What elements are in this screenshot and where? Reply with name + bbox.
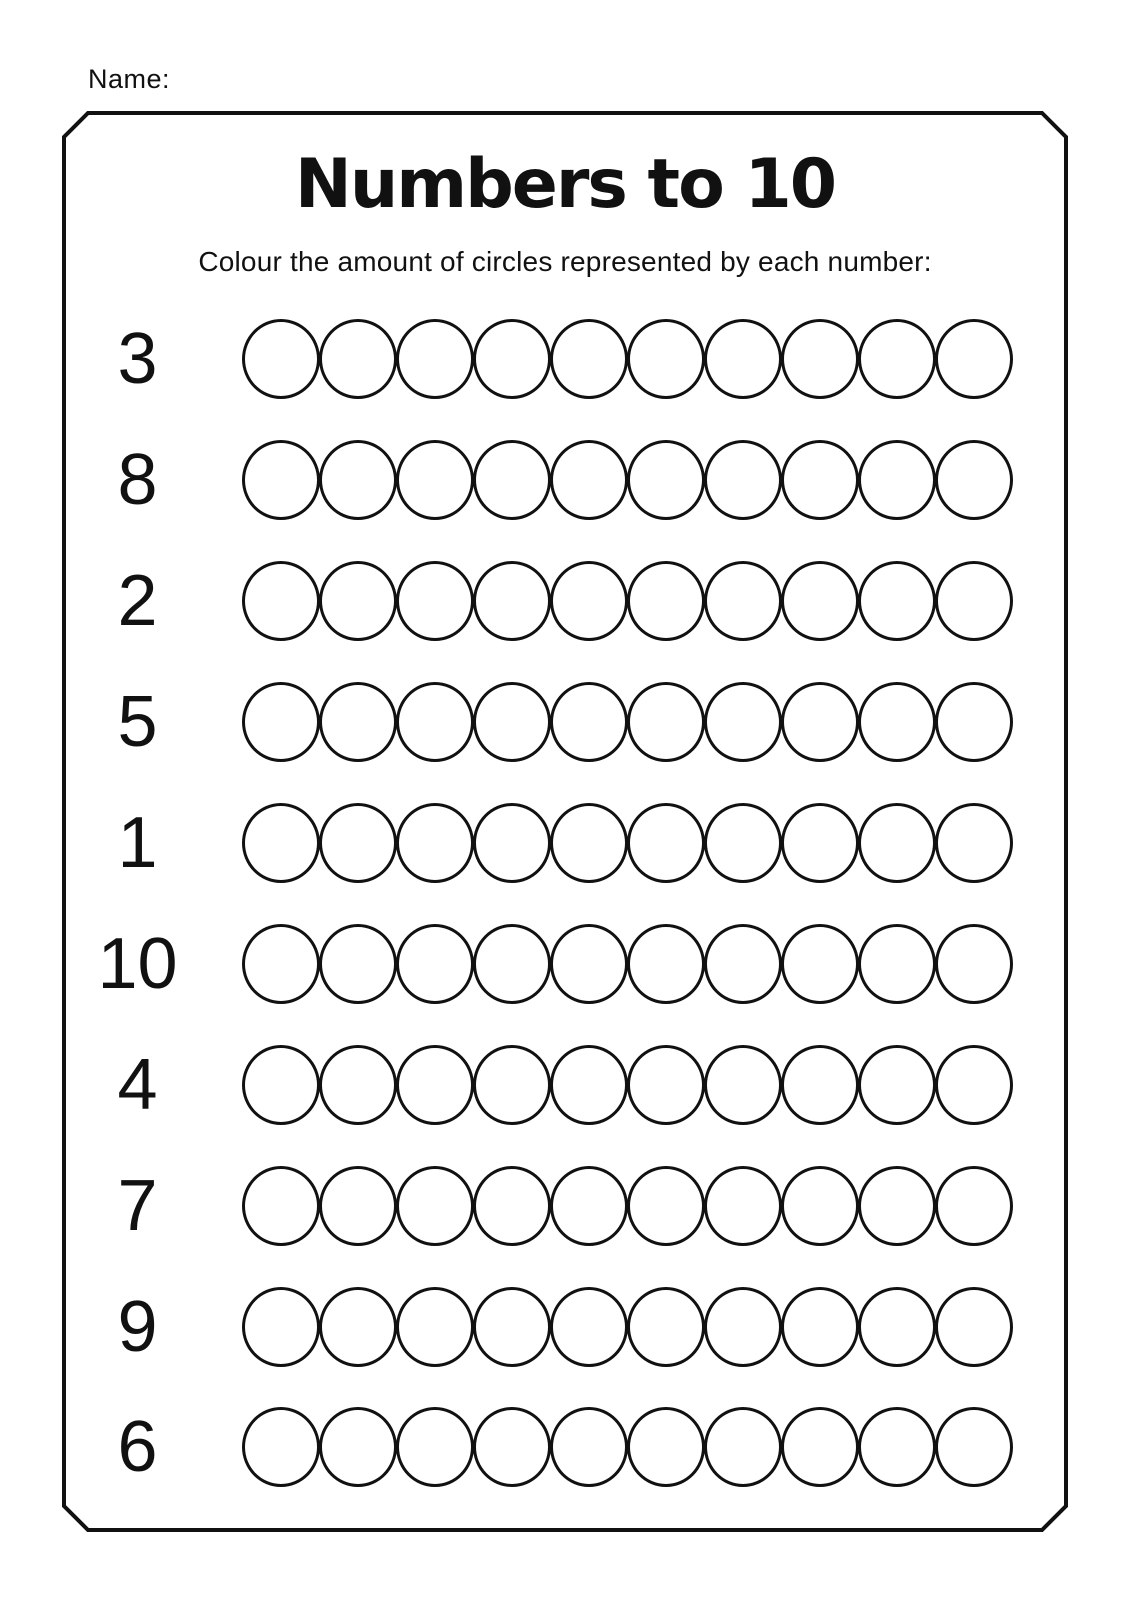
colour-circle[interactable] bbox=[473, 924, 551, 1004]
colour-circle[interactable] bbox=[242, 440, 320, 520]
colour-circle[interactable] bbox=[781, 1045, 859, 1125]
colour-circle[interactable] bbox=[627, 1045, 705, 1125]
colour-circle[interactable] bbox=[858, 319, 936, 399]
worksheet-row bbox=[0, 420, 1131, 541]
colour-circle[interactable] bbox=[473, 440, 551, 520]
colour-circle[interactable] bbox=[473, 1166, 551, 1246]
colour-circle[interactable] bbox=[935, 924, 1013, 1004]
colour-circle[interactable] bbox=[242, 1166, 320, 1246]
row-number-label: 5 bbox=[117, 682, 158, 763]
circle-strip bbox=[242, 1287, 1012, 1367]
colour-circle[interactable] bbox=[242, 1045, 320, 1125]
colour-circle[interactable] bbox=[781, 682, 859, 762]
colour-circle[interactable] bbox=[319, 440, 397, 520]
colour-circle[interactable] bbox=[935, 1287, 1013, 1367]
colour-circle[interactable] bbox=[781, 803, 859, 883]
colour-circle[interactable] bbox=[935, 682, 1013, 762]
worksheet-row bbox=[0, 662, 1131, 783]
colour-circle[interactable] bbox=[781, 924, 859, 1004]
instruction-text: Colour the amount of circles represented by each number: bbox=[198, 246, 932, 277]
colour-circle[interactable] bbox=[396, 682, 474, 762]
colour-circle[interactable] bbox=[319, 561, 397, 641]
colour-circle[interactable] bbox=[704, 682, 782, 762]
colour-circle[interactable] bbox=[550, 1166, 628, 1246]
worksheet-row bbox=[0, 903, 1131, 1024]
colour-circle[interactable] bbox=[704, 924, 782, 1004]
colour-circle[interactable] bbox=[627, 803, 705, 883]
colour-circle[interactable] bbox=[319, 682, 397, 762]
colour-circle[interactable] bbox=[473, 1287, 551, 1367]
colour-circle[interactable] bbox=[935, 803, 1013, 883]
colour-circle[interactable] bbox=[319, 1166, 397, 1246]
colour-circle[interactable] bbox=[242, 1287, 320, 1367]
colour-circle[interactable] bbox=[781, 1407, 859, 1487]
colour-circle[interactable] bbox=[704, 803, 782, 883]
colour-circle[interactable] bbox=[704, 561, 782, 641]
worksheet-row bbox=[0, 1024, 1131, 1145]
worksheet-row bbox=[0, 1266, 1131, 1387]
colour-circle[interactable] bbox=[550, 1407, 628, 1487]
colour-circle[interactable] bbox=[781, 561, 859, 641]
worksheet-row bbox=[0, 1145, 1131, 1266]
colour-circle[interactable] bbox=[473, 1045, 551, 1125]
colour-circle[interactable] bbox=[704, 1407, 782, 1487]
colour-circle[interactable] bbox=[858, 1166, 936, 1246]
colour-circle[interactable] bbox=[858, 682, 936, 762]
worksheet-row bbox=[0, 783, 1131, 904]
colour-circle[interactable] bbox=[396, 1287, 474, 1367]
colour-circle[interactable] bbox=[473, 1407, 551, 1487]
circle-strip bbox=[242, 924, 1012, 1004]
colour-circle[interactable] bbox=[858, 1045, 936, 1125]
colour-circle[interactable] bbox=[396, 1166, 474, 1246]
colour-circle[interactable] bbox=[396, 924, 474, 1004]
colour-circle[interactable] bbox=[781, 1287, 859, 1367]
colour-circle[interactable] bbox=[242, 924, 320, 1004]
colour-circle[interactable] bbox=[319, 319, 397, 399]
worksheet-row bbox=[0, 299, 1131, 420]
colour-circle[interactable] bbox=[473, 561, 551, 641]
colour-circle[interactable] bbox=[704, 319, 782, 399]
colour-circle[interactable] bbox=[396, 561, 474, 641]
circle-strip bbox=[242, 440, 1012, 520]
circle-strip bbox=[242, 1045, 1012, 1125]
row-number-label: 10 bbox=[97, 923, 178, 1004]
colour-circle[interactable] bbox=[781, 319, 859, 399]
page-title: Numbers to 10 bbox=[294, 145, 836, 224]
colour-circle[interactable] bbox=[935, 319, 1013, 399]
colour-circle[interactable] bbox=[935, 561, 1013, 641]
circle-strip bbox=[242, 803, 1012, 883]
row-number-label: 6 bbox=[117, 1407, 158, 1488]
colour-circle[interactable] bbox=[627, 682, 705, 762]
row-number-label: 3 bbox=[117, 319, 158, 400]
colour-circle[interactable] bbox=[550, 924, 628, 1004]
colour-circle[interactable] bbox=[858, 440, 936, 520]
row-number-label: 4 bbox=[117, 1044, 158, 1125]
row-number-label: 9 bbox=[117, 1286, 158, 1367]
colour-circle[interactable] bbox=[935, 440, 1013, 520]
row-number-label: 2 bbox=[117, 561, 158, 642]
colour-circle[interactable] bbox=[781, 440, 859, 520]
worksheet-rows bbox=[0, 299, 1131, 1508]
colour-circle[interactable] bbox=[935, 1407, 1013, 1487]
colour-circle[interactable] bbox=[627, 561, 705, 641]
circle-strip bbox=[242, 319, 1012, 399]
colour-circle[interactable] bbox=[858, 561, 936, 641]
colour-circle[interactable] bbox=[858, 924, 936, 1004]
colour-circle[interactable] bbox=[473, 682, 551, 762]
circle-strip bbox=[242, 682, 1012, 762]
colour-circle[interactable] bbox=[242, 319, 320, 399]
colour-circle[interactable] bbox=[858, 1407, 936, 1487]
colour-circle[interactable] bbox=[858, 803, 936, 883]
colour-circle[interactable] bbox=[242, 803, 320, 883]
circle-strip bbox=[242, 1166, 1012, 1246]
row-number-label: 8 bbox=[117, 440, 158, 521]
colour-circle[interactable] bbox=[396, 1407, 474, 1487]
circle-strip bbox=[242, 1407, 1012, 1487]
colour-circle[interactable] bbox=[319, 1045, 397, 1125]
colour-circle[interactable] bbox=[781, 1166, 859, 1246]
colour-circle[interactable] bbox=[242, 682, 320, 762]
colour-circle[interactable] bbox=[935, 1166, 1013, 1246]
colour-circle[interactable] bbox=[704, 1166, 782, 1246]
colour-circle[interactable] bbox=[396, 440, 474, 520]
colour-circle[interactable] bbox=[627, 1407, 705, 1487]
colour-circle[interactable] bbox=[396, 803, 474, 883]
worksheet-row bbox=[0, 1387, 1131, 1508]
colour-circle[interactable] bbox=[319, 803, 397, 883]
colour-circle[interactable] bbox=[858, 1287, 936, 1367]
colour-circle[interactable] bbox=[242, 1407, 320, 1487]
colour-circle[interactable] bbox=[319, 924, 397, 1004]
colour-circle[interactable] bbox=[319, 1287, 397, 1367]
worksheet-row bbox=[0, 541, 1131, 662]
row-number-label: 1 bbox=[117, 803, 158, 883]
colour-circle[interactable] bbox=[550, 561, 628, 641]
colour-circle[interactable] bbox=[242, 561, 320, 641]
colour-circle[interactable] bbox=[704, 440, 782, 520]
row-number-label: 7 bbox=[117, 1165, 158, 1246]
colour-circle[interactable] bbox=[627, 1287, 705, 1367]
colour-circle[interactable] bbox=[627, 440, 705, 520]
colour-circle[interactable] bbox=[550, 1045, 628, 1125]
colour-circle[interactable] bbox=[550, 440, 628, 520]
colour-circle[interactable] bbox=[550, 682, 628, 762]
circle-strip bbox=[242, 561, 1012, 641]
colour-circle[interactable] bbox=[704, 1045, 782, 1125]
colour-circle[interactable] bbox=[396, 1045, 474, 1125]
colour-circle[interactable] bbox=[319, 1407, 397, 1487]
colour-circle[interactable] bbox=[550, 803, 628, 883]
colour-circle[interactable] bbox=[396, 319, 474, 399]
colour-circle[interactable] bbox=[550, 319, 628, 399]
colour-circle[interactable] bbox=[627, 924, 705, 1004]
colour-circle[interactable] bbox=[627, 319, 705, 399]
colour-circle[interactable] bbox=[550, 1287, 628, 1367]
colour-circle[interactable] bbox=[704, 1287, 782, 1367]
colour-circle[interactable] bbox=[473, 319, 551, 399]
colour-circle[interactable] bbox=[627, 1166, 705, 1246]
colour-circle[interactable] bbox=[473, 803, 551, 883]
colour-circle[interactable] bbox=[935, 1045, 1013, 1125]
name-label: Name: bbox=[88, 64, 171, 94]
